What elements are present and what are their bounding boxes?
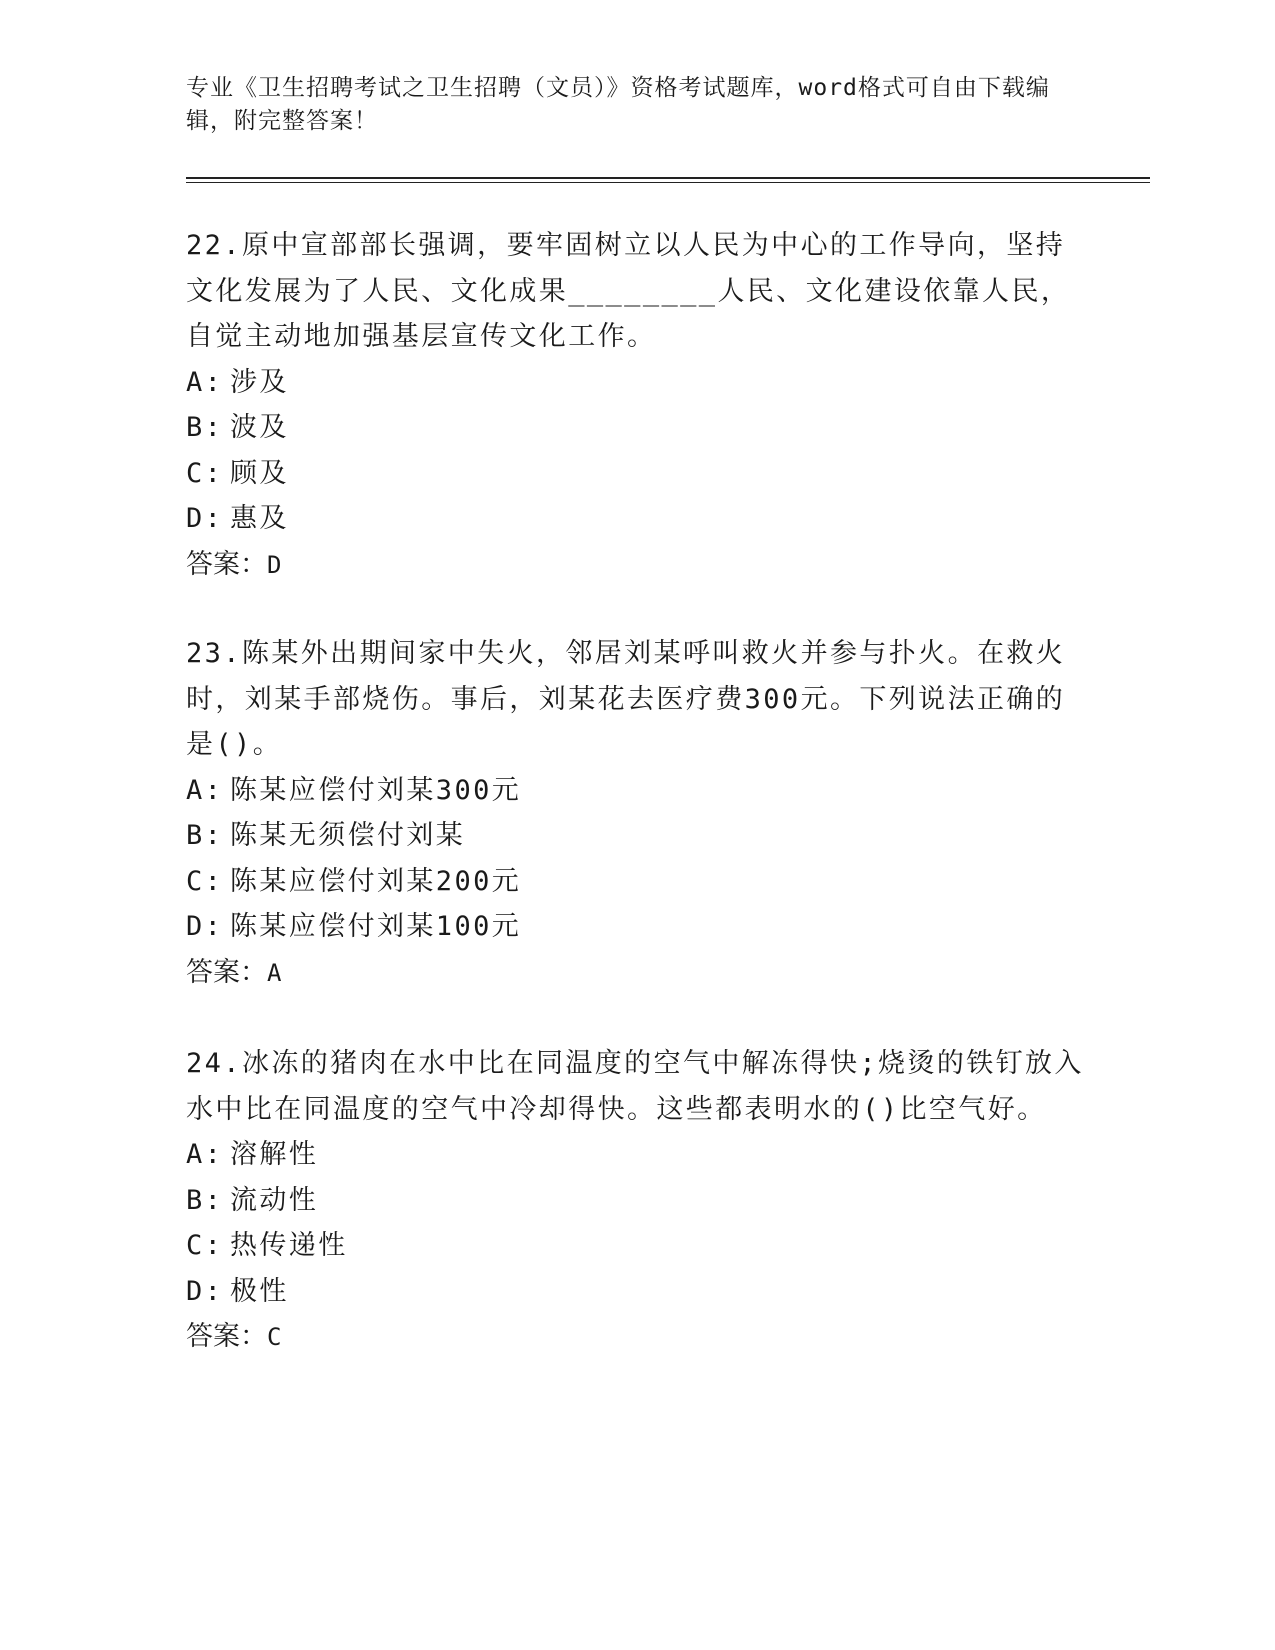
answer-label: 答案：: [186, 1321, 267, 1352]
question-stem: 22.原中宣部部长强调，要牢固树立以人民为中心的工作导向，坚持文化发展为了人民、文化成果________人民、文化建设依靠人民，自觉主动地加强基层宣传文化工作。: [186, 230, 1071, 352]
option-text: 涉及: [230, 366, 289, 398]
option-label: D:: [186, 1275, 224, 1307]
option-label: B:: [186, 412, 224, 443]
option-label: A:: [186, 774, 224, 806]
option-label: B:: [186, 820, 224, 851]
option-label: B:: [186, 1184, 224, 1216]
option-text: 陈某应偿付刘某300元: [230, 774, 522, 806]
option-d: [186, 904, 1086, 950]
option-d: [186, 496, 1086, 542]
option-a: [186, 1132, 1086, 1178]
option-label: C:: [186, 457, 224, 489]
option-text: 极性: [230, 1275, 289, 1307]
answer-value: A: [267, 958, 282, 987]
option-label: C:: [186, 1230, 224, 1261]
option-text: 陈某应偿付刘某200元: [230, 865, 522, 897]
answer-value: C: [267, 1323, 282, 1351]
question-stem: 24.冰冻的猪肉在水中比在同温度的空气中解冻得快;烧烫的铁钉放入水中比在同温度的空气中冷却得快。这些都表明水的()比空气好。: [186, 1048, 1084, 1125]
option-label: D:: [186, 503, 224, 534]
option-text: 陈某无须偿付刘某: [230, 820, 466, 851]
option-text: 惠及: [230, 503, 289, 534]
option-label: D:: [186, 911, 224, 942]
option-c: [186, 859, 1086, 905]
option-text: 溶解性: [230, 1139, 319, 1170]
answer-line: [186, 1314, 1086, 1361]
option-text: 波及: [230, 412, 289, 443]
option-text: 陈某应偿付刘某100元: [230, 911, 522, 942]
question-23: [186, 631, 1086, 996]
option-text: 流动性: [230, 1184, 319, 1216]
option-b: [186, 1178, 1086, 1224]
option-b: [186, 813, 1086, 859]
header-divider-thick: [186, 177, 1150, 179]
option-d: [186, 1269, 1086, 1315]
answer-line: [186, 950, 1086, 997]
option-label: A:: [186, 366, 224, 398]
option-label: A:: [186, 1139, 224, 1170]
question-24: [186, 1041, 1086, 1361]
question-22: [186, 223, 1086, 588]
header-divider-thin: [186, 182, 1150, 183]
answer-value: D: [267, 550, 282, 579]
option-a: [186, 768, 1086, 814]
option-b: [186, 405, 1086, 451]
answer-label: 答案：: [186, 956, 267, 988]
option-text: 顾及: [230, 457, 289, 489]
header-note: 专业《卫生招聘考试之卫生招聘（文员）》资格考试题库，word格式可自由下载编辑，附完整答案！: [186, 75, 1050, 134]
option-text: 热传递性: [230, 1230, 348, 1261]
answer-label: 答案：: [186, 548, 267, 580]
option-c: [186, 1223, 1086, 1269]
option-c: [186, 451, 1086, 497]
option-label: C:: [186, 865, 224, 897]
option-a: [186, 360, 1086, 406]
answer-line: [186, 542, 1086, 589]
question-stem: 23.陈某外出期间家中失火，邻居刘某呼叫救火并参与扑火。在救火时，刘某手部烧伤。事后，刘某花去医疗费300元。下列说法正确的是()。: [186, 638, 1066, 760]
